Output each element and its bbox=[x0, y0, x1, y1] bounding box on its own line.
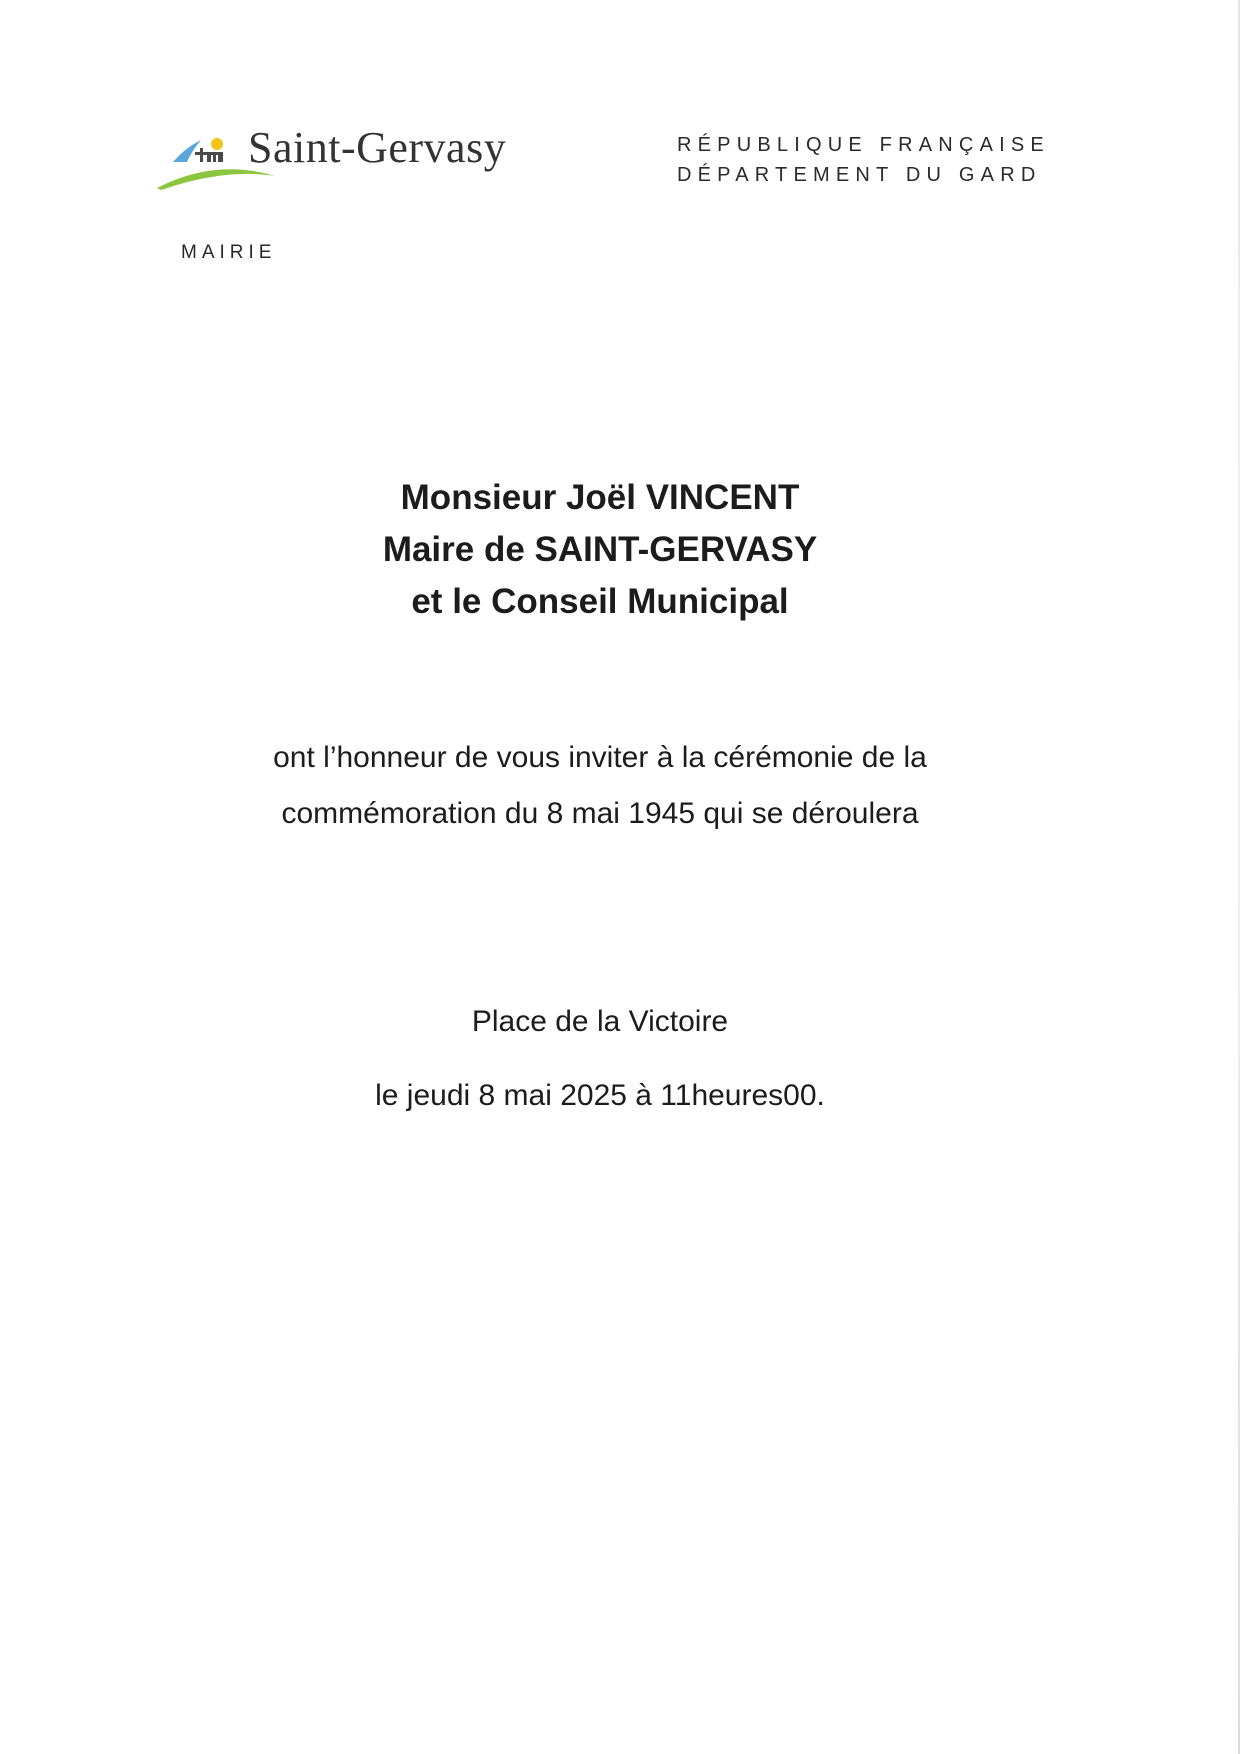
invitation-text bbox=[0, 730, 1200, 842]
event-datetime: le jeudi 8 mai 2025 à 11heures00. bbox=[375, 1079, 825, 1112]
logo-sun bbox=[211, 138, 223, 150]
mairie-label: MAIRIE bbox=[181, 242, 277, 263]
logo-town-name: Saint-Gervasy bbox=[248, 123, 507, 172]
department-line: DÉPARTEMENT DU GARD bbox=[677, 164, 1042, 186]
logo-village bbox=[195, 148, 223, 162]
council-line: et le Conseil Municipal bbox=[411, 582, 789, 621]
invitation-line-1: ont l’honneur de vous inviter à la cérémonie de la bbox=[273, 741, 927, 774]
mayor-name: Monsieur Joël VINCENT bbox=[400, 478, 800, 517]
republic-line: RÉPUBLIQUE FRANÇAISE bbox=[677, 134, 1050, 156]
invitation-heading bbox=[0, 472, 1200, 628]
logo-sky-swoosh bbox=[173, 140, 201, 162]
mayor-title: Maire de SAINT-GERVASY bbox=[382, 530, 818, 569]
event-place: Place de la Victoire bbox=[471, 1005, 729, 1038]
republic-header bbox=[677, 130, 1050, 190]
invitation-line-2: commémoration du 8 mai 1945 qui se déroulera bbox=[281, 797, 919, 830]
saint-gervasy-logo bbox=[155, 118, 545, 218]
